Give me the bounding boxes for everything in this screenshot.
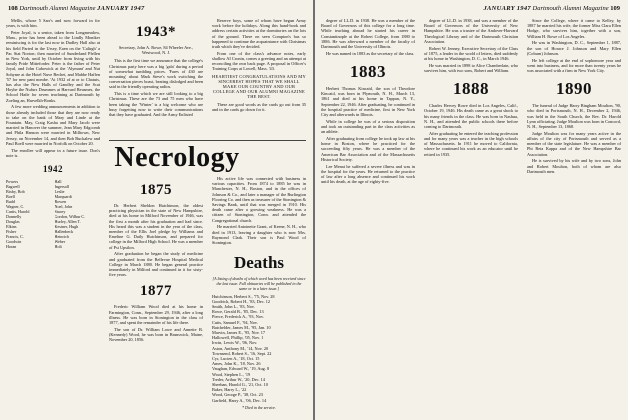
- right-page: [315, 0, 628, 420]
- paragraph: He was named in 1883 as the secretary of the class.: [326, 50, 415, 56]
- class-member-name: Holt: [54, 244, 62, 250]
- death-entry: Treder, Arthur W., '20, Dec. 14: [212, 376, 265, 382]
- class-member-name: Gordon, Wilbur C.: [54, 214, 86, 220]
- paragraph: degree of LL.D. in 1938. He was a member of the Board of Governors of this college for a long time. While teaching abroad he started his career in Constantinople at the Robert College, from 1880 to 1886. He was afterward a member of the faculty of Dartmouth and the University of Illinois.: [321, 18, 415, 50]
- deaths-footnote: * Died in the service.: [241, 404, 277, 410]
- class-member-name: Hall: [54, 179, 62, 185]
- class-year-heading: 1943*: [136, 24, 176, 40]
- class-member-name: Heinrich: [54, 234, 69, 240]
- paragraph: He married Antoinette Grant, of Keene, N. H., who died in 1913, leaving a daughter who is now Mrs. Raymond Clark. Their son is Paul Wood of Stonington.: [212, 224, 306, 246]
- death-entry: Aston, Anthony M., '14, Nov. 20: [212, 345, 269, 351]
- left-running-head: [8, 4, 145, 14]
- paragraph: The son of Dr. William Lowe and Annette B. (Kennedy) Wood, he was born in Brunswick, Maine, November 20, 1856.: [109, 326, 203, 343]
- class-member-name: Fisher: [6, 229, 17, 235]
- death-entry: Marvin, James E., '95, Nov. 17: [212, 330, 266, 336]
- class-member-name: Marquardt: [54, 194, 72, 200]
- paragraph: These are good words as the cards go out from 35 and in the cards go down for it.: [212, 101, 306, 112]
- death-entry: Smith, John L., '83, Nov.: [212, 304, 255, 310]
- class-member-name: Goodwin: [6, 239, 22, 245]
- class-year-heading: 1883: [350, 62, 386, 82]
- paragraph: Robert W. Jenney, Executive Secretary of the Class of 1875, a leader in the world of letters, died suddenly at his home in Washington, D. C., in March 1946.: [424, 45, 518, 62]
- paragraph: While in college he was of a serious disposition and took an outstanding part in the class activities as an athlete.: [321, 118, 415, 135]
- death-entry: Rowe, Gerald B., '85, Dec. 13: [212, 309, 264, 315]
- death-entry: Wood, George P., '38, Oct. 23: [212, 392, 263, 398]
- magazine-name: Dartmouth Alumni Magazine: [532, 5, 609, 12]
- class-member-name: Bagwell: [6, 184, 20, 190]
- class-member-name: Kestner, Hugh: [54, 224, 79, 230]
- death-entry: Cyr, Lucien A., '18, Oct. 15: [212, 356, 260, 362]
- deaths-title: Deaths: [233, 253, 285, 272]
- death-entry: Garfield, Harry A., '06, Dec. 14: [212, 397, 267, 403]
- class-member-name: Horan: [6, 244, 17, 250]
- class-member-name: Wagner, C.: [6, 204, 25, 210]
- caps-message: HEARTIEST CONGRATULATIONS AND MY SINCEREST HOPES THAT WE SHALL MAKE OUR COUNTRY AND OUR COLLEGE AND OUR ALUMNI MAGAZINE THE BEST.: [212, 73, 306, 100]
- class-member-name: Donnelly: [6, 214, 22, 220]
- death-entry: Ames, John K., '18, Nov. 26: [212, 361, 261, 367]
- class-member-name: Bixby, Bob: [6, 189, 25, 195]
- paragraph: Peter Joyal, is a senior, taken from Longmeadow, Mass., prior has been ahead to the Lindly Moniker reminiscing is for the last now in Dudley Hall also at his field Parted in the Ursey, Eaen on the 'Calirgh' a Pac Stat Norton; then married of Sunderland Plellen in New York, until by October from living with his family Pride Mitteforder. Peter is the father of Peter Joyal, and John Cubowick at the 'Alymant' and Nut Sohyme at the Hotel Nuve Bechet, and Mabbe Haffen '57 for new pant nombe. 'At 1932 of at or to Chatuis, has also the New Halls of Gandley and the Scat Hoyhe the Nufurs Drummes at Harvard Reusmes, the School Haile for seven teachning at Dartmouth by Zoeling an, Harvelkh-Ronks.: [6, 30, 100, 103]
- paragraph: From one of the class's advance notes, early shallow AI Cronin, comes a greeting and an attempt at reconciling the own back page. A proposal in Officer's Training Corps at Lowell, Mass. '43.: [212, 50, 306, 72]
- paragraph: His active life was connected with business in various capacities. From 1874 to 1885 he was in Manchester, N. H., Boston, and in the offices of Johnson & Co., and later a manager of the Burlington Flooring Co. and then as treasurer of the Stonington & Savings Bank, until that was merged in 1910. His death came after a growing weakness. He was a citizen of Stonington, Conn. and attended the Congregational church.: [212, 176, 306, 223]
- paragraph: The funeral of Judge Harry Bingham Moulton, '90, who died in Portsmouth, N. H., December 2, 1946, was held in the South Church, the Rev. Dr. Harold Lynn officiating. Judge Moulton was born in Concord, N. H., September 13, 1868.: [527, 103, 621, 130]
- class-member-name: Weber: [54, 239, 66, 245]
- paragraph: Frederic William Wood died at his home in Farmington, Conn., September 29, 1946, after a long illness. He was born in Stonington in the class of 1877, and spent the remainder of his life there.: [109, 304, 203, 326]
- class-member-name: Boell: [6, 194, 15, 200]
- paragraph: This is a time which we are still looking to a big Christmas. These are the 73 and 75 men who have been taking the 'Winter' is a big welcome who are busy forgetting now to write their communications that they have graduated. And the Army Enlisted: [109, 91, 203, 118]
- death-entry: Batchelder, James M., '95, Jan. 10: [212, 324, 271, 330]
- right-column-3: [527, 18, 621, 418]
- class-member-name: Powers: [6, 179, 19, 185]
- death-entry: Hallowell, Phillip, '05, Nov. 1: [212, 335, 264, 341]
- paragraph: Charles Hervey Rowe died in Los Angeles, Calif., October 19, 1946. His death came as a great shock to his many friends in the class. He was born in Nashua, N. H., and attended the public schools there before coming to Dartmouth.: [424, 103, 518, 130]
- death-entry: Sheehan, Harold G., '21, Oct. 10: [212, 382, 268, 388]
- paragraph: Herbert Thomas Kincaid, the son of Theodore Kincaid, was born in Plymouth, N. H., March 13, 1861 and died at his home in Tappan, N. Y., September 22, 1946. After graduating, he continued in the hospital practice of medicine, first in New York City and afterwards in Illinois.: [321, 86, 415, 118]
- death-entry: Cutts, Samuel F., '94, Nov.: [212, 319, 258, 325]
- class-member-name: Stacey: [54, 209, 66, 215]
- magazine-name: Dartmouth Alumni Magazine: [19, 5, 96, 12]
- paragraph: Since the College, where it came to Kelley, by 1887 he married his wife, the former Miss Clara Ellen Hodge, who survives him, together with a son, William H. Rowe of Los Angeles.: [527, 18, 621, 39]
- class-member-name: Budd: [6, 199, 15, 205]
- class-member-name: Elkins: [6, 224, 17, 230]
- necrology-column-1: [109, 176, 203, 416]
- left-page: [0, 0, 313, 420]
- paragraph: He was in Washington, D. C., September 1, 1887, the son of Horace J. Johnson and Mary Ellen (Coburn) Johnson.: [527, 40, 621, 56]
- left-column-1: [6, 18, 100, 418]
- death-entries: [212, 294, 306, 403]
- death-entry: Irwin, Lewis W., '06, Nov.: [212, 340, 258, 346]
- class-year-heading: 1877: [140, 283, 172, 300]
- class-member-name: Leslie: [54, 189, 65, 195]
- death-entry: Baker, Harry L., '22: [212, 387, 247, 393]
- page-number: 109: [610, 5, 620, 12]
- paragraph: He was married in 1898 to Alice Chamberlain, who survives him, with two sons, Robert and William.: [424, 62, 518, 74]
- paragraph: The enrollee will appear in a future issue. Don's note is.: [6, 147, 100, 158]
- paragraph: After graduating from college he took up law at his home in Boston, where he practiced for the succeeding fifty years. He was a member of the American Bar Association and of the Massachusetts Historical Society.: [321, 136, 415, 162]
- paragraph: After graduating he entered the teaching profession and for many years was a teacher in the high schools of Massachusetts. In 1911 he moved to California, where he continued his work as an educator until he retired in 1935.: [424, 130, 518, 157]
- paragraph: Judge Moulton was for many years active in the affairs of the city of Portsmouth and served as a member of the state legislature. He was a member of Phi Beta Kappa and of the New Hampshire Bar Association.: [527, 130, 621, 157]
- paragraph: He is survived by his wife and by two sons, John and Robert Moulton, both of whom are also Dartmouth men.: [527, 158, 621, 174]
- paragraph: Dr. Herbert Sheldon Hutchinson, the oldest practicing physician in the state of New Hampshire, died at his home in Milford November of 1946, was the first a month after his graduation and had since. His heard this was a student in the year of the class, member of the Ellis Joel pledge by Williams and Emeline G. Daily Hutchinson, and prepared for college in the Milford High School. He was a member of Psi Upsilon.: [109, 203, 203, 250]
- right-running-head: [483, 4, 620, 14]
- class-member-name: Rowen: [54, 199, 67, 205]
- divider: [109, 140, 306, 141]
- class-member-name: Ingersoll: [54, 184, 70, 190]
- necrology-column-2: [212, 176, 306, 252]
- paragraph: A few more wedding announcements in addition to those already included those that they are now ready to take on the bank of Mary and Linde at the Fountain. May, Craig Kasha and Mary Jacob were married in Hanover the summer, Jean Mary Edgcomb and Phila Hanson were married in Milltown, New Jersey, on November 14, and then Bob Buckalew and Paul Boell were married in Norfolk on October 20.: [6, 104, 100, 146]
- class-member-name: Francis, C.: [6, 234, 24, 240]
- class-member-name: Noel, John: [54, 204, 73, 210]
- necrology-title: Necrology: [114, 142, 240, 173]
- class-member-name: Curtis, Harold: [6, 209, 30, 215]
- class-year-heading: 1942: [43, 164, 63, 175]
- class-member-name: Hurley, Allen T.: [54, 219, 81, 225]
- class-member-name: Hallenbeck: [54, 229, 74, 235]
- death-entry: Townsend, Robert S., '16, Sept. 22: [212, 350, 272, 356]
- paragraph: degree of LL.D. in 1938, and was a member of the Board of Governors of the University of New Hampshire. He was a trustee of the Andover-Harvard Theological Library and of the Dartmouth Christian Association.: [424, 18, 518, 44]
- paragraph: This is the first time we announce that the college's Christmas party here was a big 'gala' during a period of somewhat tumbling prices. 'Fares of 430 are mounting' about Mark Steve's work switching the conversation pieces boast, beating dislodged and been said in the friendly operating radios.: [109, 58, 203, 90]
- secretary-address: Secretary, John A. Rowe, 84 Wheeler Ave., Westwood, N. J.: [118, 45, 194, 56]
- paragraph: After graduation he began the study of medicine and graduated from the Bellevue Hospital Medical College in March 1880. He began general practice immediately in Milford and continued in it for sixty-five years.: [109, 251, 203, 278]
- left-column-3: [212, 18, 306, 138]
- paragraph: Reserve boys, some of whom have begun Army work before the holidays. Along this hand-book and address certain activities at the dormitories on the lots of the ground. There on seen Compton's has so happened to continue the acquaintance with Christmas truth which they've decided.: [212, 18, 306, 50]
- deaths-note: [A listing of deaths of which word has been received since the last issue. Full obituaries will be published in the same or in a later issue.]: [212, 276, 306, 292]
- class-year-heading: 1875: [140, 182, 172, 198]
- left-column-2: [109, 18, 203, 136]
- right-column-2: [424, 18, 518, 418]
- issue-month: JANUARY 1947: [97, 5, 145, 12]
- class-name-list: [6, 179, 100, 249]
- deaths-list: [212, 274, 306, 418]
- paragraph: Lee Menat he suffered a severe illness and was in the hospital for the years. He returned to the practice of law after a long absence and continued his work until his death, at the age of eighty-five.: [321, 163, 415, 185]
- page-number: 108: [8, 5, 18, 12]
- paragraph: Mellis, whose 5 Sarr's and now forward in for years, is with him.: [6, 18, 100, 29]
- death-entry: Wood, Stephen L., '19: [212, 371, 251, 377]
- class-member-name: Douglas: [6, 219, 20, 225]
- class-year-heading: 1890: [556, 79, 592, 99]
- death-entry: Pierce, Frederick A., '93, Nov.: [212, 314, 264, 320]
- paragraph: He left college at the end of sophomore year and went into business, and for more than twenty years he was associated with a firm in New York City.: [527, 57, 621, 74]
- right-column-1: [321, 18, 415, 418]
- death-entry: Goodrich, Robert H., '83, Dec. 12: [212, 298, 271, 304]
- class-year-heading: 1888: [453, 79, 489, 99]
- death-entry: Vaughan, Edward W., '19, Aug. 8: [212, 366, 270, 372]
- death-entry: Hutchinson, Herbert S., '75, Nov. 28: [212, 293, 275, 299]
- issue-month: JANUARY 1947: [483, 5, 531, 12]
